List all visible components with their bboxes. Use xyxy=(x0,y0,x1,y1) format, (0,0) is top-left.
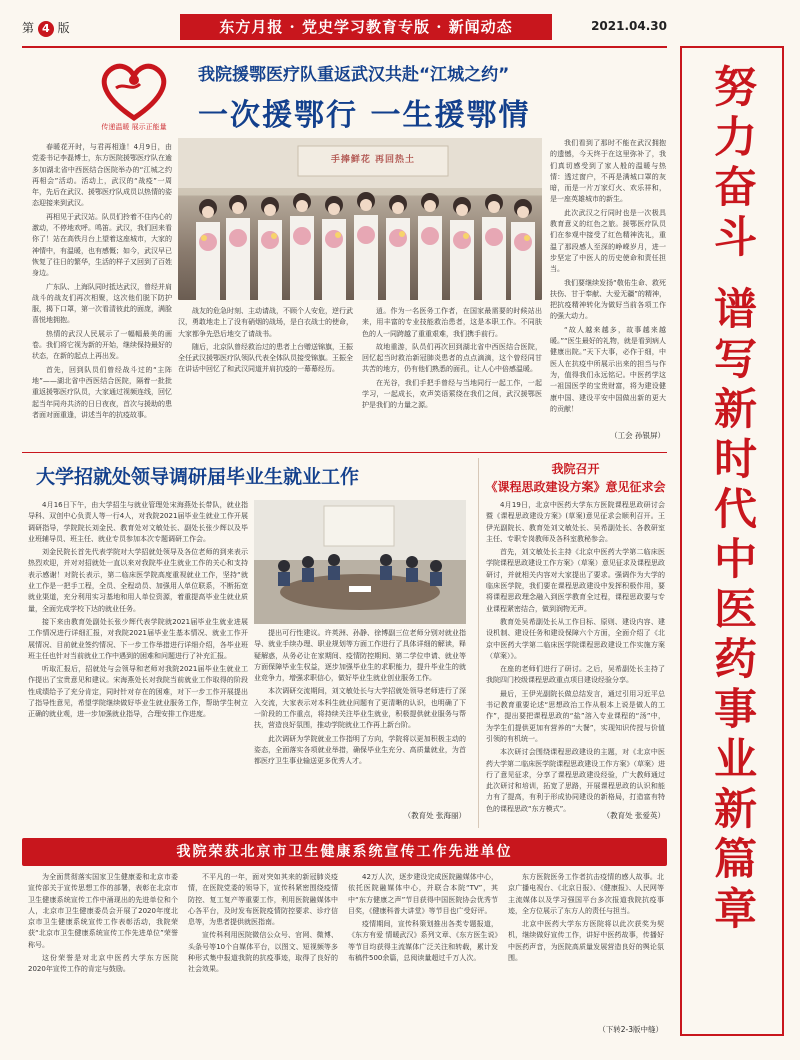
meeting-illustration xyxy=(254,500,466,624)
article-4-title: 我院荣获北京市卫生健康系统宣传工作先进单位 xyxy=(176,844,513,860)
article-1-col-right: 我们看到了那时不能在武汉拥抱的遗憾，今天终于在这里弥补了，我们真切感受到了家人般的温暖与热情：透过窗户，不再是满城口罩的灰暗，而是一片万家灯火、欢乐祥和，是一座英雄城市的新生。 此次武汉之行同时也是一次极具教育意义的红色之旅。援鄂医疗队员们在参观中接受了红色精神洗礼，重温了那段感人至深的峥嵘岁月，进一步坚定了中医人的历史使命和责任担当。 我们要继续发扬“敬佑生命、救死扶伤、甘于奉献、大爱无疆”的精神，把抗疫精神转化为做好当前各项工作的强大动力。 “故人越来越多，故事越来越暖。”“医生最好的礼物，就是看到病人健康出院。”天下大事，必作于细，中医人在抗疫中所展示出来的担当与作为，值得我们永远铭记。中医药学这一祖国医学的宝贵财富，将为建设健康中国、建设平安中国做出新的更大的贡献！ xyxy=(550,139,666,413)
heart-icon xyxy=(94,58,174,124)
article-1-col-mid: 战友的危急时刻、主动请战，不顾个人安危，逆行武汉，勇敢地走上了没有硝烟的战场，是白衣战士的使命，大家都争先恐后地交了请战书。 随后，北京队曾经救治过的患者上台赠送锦旗，王振全任武汉援鄂医疗队领队代表全体队员接受锦旗。王振全在讲话中回忆了和武汉同道并肩抗疫的一幕幕经历。 xyxy=(178,307,353,374)
heart-logo xyxy=(94,58,174,131)
article-1-subtitle: 我院援鄂医疗队重返武汉共赴“江城之约” xyxy=(198,65,510,85)
page-number-label: 第 4 版 xyxy=(22,21,70,35)
article-1-title: 一次援鄂行 一生援鄂情 xyxy=(198,98,531,133)
header-banner xyxy=(180,14,552,40)
header-rule xyxy=(22,46,667,48)
logo-caption: 传递温暖 展示正能量 xyxy=(101,123,167,131)
article-4-col-3: 42万人次，逐步建设完成医院融媒体中心，依托医院融媒体中心，并联合本院“TV”，其中“东方健康之声”节目获得中国医院协会优秀节目奖，《健康科普大讲堂》等节目也广受好评。 疫情期间，宣传科策划推出各类专题报道，《东方有爱 情暖武汉》系列文章、《东方医生说》等节目均获得主流媒体广泛关注和转载，累计发布稿件500余篇，总阅读量超过千万人次。 xyxy=(348,873,498,963)
article-4-title-bar xyxy=(22,838,667,866)
side-slogan: 努力奋斗 谱写新时代中医药事业新篇章 xyxy=(707,64,757,936)
article-1-signature: （工会 孙银屏） xyxy=(610,431,665,440)
banner-title: 东方月报 · 党史学习教育专版 · 新闻动态 xyxy=(219,18,513,36)
issue-date: 2021.04.30 xyxy=(591,19,667,33)
article-2-col-right: 提出可行性建议。许英洲、孙静、徐博副三位老师分别对就业指导、就业手续办理、职业规划等方面工作进行了具体详细的解读，释疑解惑，从务必让在家期间、疫情防控期间、第二学位申请、就业等方面保障毕业生权益，逐步加强毕业生的求职能力，提升毕业生的就业竞争力，增强求职信心，做好毕业生就业创业服务工作。 本次调研交流期间，刘文敏处长与大学招就处领导老师进行了深入交流，大家表示对本科生就业问题有了更清晰的认识，也明确了下一阶段的工作重点，将持续关注毕业生就业，积极提供就业服务与帮扶，营造良好氛围，推动学院就业工作再上新台阶。 此次调研为学院就业工作指明了方向，学院将以更加积极主动的姿态，全面落实各项就业举措，确保毕业生充分、高质量就业，为首都医疗卫生事业输送更多优秀人才。 xyxy=(254,629,466,766)
article-1-col-left: 春暖花开时，与君再相逢！4月9日，由党委书记李磊博士，东方医院援鄂医疗队在逾多加湖北省中西医结合医院举办的“江城之约再相会”活动。活动上，武汉的“战疫”一周年，先后在武汉、援鄂医疗队成员以热情的姿态迎接来到武汉。 再相见于武汉站。队员们拎着不住内心的激动，不停地欢呼。鸣笛。武汉，我们回来看你了！站在高铁月台上望着这座城市，大家的神情中，有温暖，也有感慨；如今，武汉早已恢复了往日的繁华，生活的样子又回到了百姓身边。 广东队、上海队同时抵达武汉，曾经并肩战斗的战友们再次相聚，这次他们脱下防护服，揭下口罩，第一次看清彼此的面庞，满脸喜悦地拥抱。 热情的武汉人民展示了一幅幅最美的画卷。我们将它视为新的开始，继续保持最好的状态，在新的起点上再出发。 首先，回到队员们曾经战斗过的“主阵地”——湖北省中西医结合医院，隔着一批批重返援鄂医疗队员，大家通过视频连线，回忆起当年同舟共济的日日夜夜，首次与援助的患者面对面重逢，讲述当年的抗疫故事。 xyxy=(32,143,172,419)
article-3-title-line2: 《课程思政建设方案》意见征求会 xyxy=(485,480,666,494)
side-slogan-box xyxy=(680,46,784,1036)
divider-1 xyxy=(22,452,667,453)
article-2-title: 大学招就处领导调研届毕业生就业工作 xyxy=(36,466,360,488)
article-3-title-line1: 我院召开 xyxy=(551,462,600,476)
divider-vertical xyxy=(478,458,479,828)
article-3-signature: （教育处 张爱英） xyxy=(602,811,665,820)
article-4 xyxy=(22,872,667,1042)
article-3-body: 4月19日，北京中医药大学东方医院课程思政研讨会暨《课程思政建设方案》(草案)意见征求会顺利召开。王伊光副院长、教育处刘文敏处长、吴希副处长、各教研室主任、专职专岗教师及各科室教秘参会。 首先，刘文敏处长主持《北京中医药大学第二临床医学院课程思政建设工作方案》（草案）意见征求及课程思政研讨，并就相关内容对大家提出了要求。强调作为大学的临床医学院，我们要在课程思政建设中发挥积极作用，要将课程思政理念融入到医学教育全过程，课程思政要与专业课程紧密结合，做到润物无声。 教育处吴希副处长从工作目标、原则、建设内容、建设机制、建设任务和建设保障六个方面，全面介绍了《北京中医药大学第二临床医学院课程思政建设工作实施方案（草案）》。 在座的老师们进行了研讨。之后，吴希副处长主持了我院四门校级课程思政重点项目建设经验分享。 最后，王伊光副院长做总结发言，通过引用习近平总书记教育重要论述“思想政治工作从根本上说是做人的工作”，提出要把课程思政的“盐”溶入专业课程的“汤”中，为学生们提供更加有营养的“大餐”，实现知识传授与价值引领的有机统一。 本次研讨会围绕课程思政建设的主题，对《北京中医药大学第二临床医学院课程思政建设工作方案》（草案）进行了意见征求，分享了课程思政建设经验，广大教师通过此次研讨和培训，拓宽了思路，开展课程思政的认识和能力有了提高，有利于形成协同建设的新格局，打造富有特色的课程思政“东方模式”。 xyxy=(486,501,665,813)
article-2-col-left: 4月16日下午，由大学招生与就业管理处宋海燕处长带队，就业指导科、双创中心负责人等一行4人，对我院2021届毕业生就业工作开展调研指导，学院院长刘金民、教育处对文敏处长、副处长张少辉以及毕业班辅导员、班主任、就业专员参加本次专题调研工作会。 刘金民院长首先代表学院对大学招就处领导及各位老师的到来表示热烈欢迎，并对对招就处一直以来对我院毕业生就业工作的关心和支持表示感谢！对院长表示，第二临床医学院高度重视就业工作，坚持“就业工作是一把手工程，全员、全程动员、加强用人单位联系，不断拓宽就业渠道，充分利用实习基地和用人单位资源，着重提高毕业生就业质量，全面完成学校下达的就业任务。 接下来由教育处副处长张少辉代表学院就2021届毕业生就业进展工作情况进行详细汇报，对我院2021届毕业生基本情况、就业工作开展情况、目前就业签约情况、下一步工作举措进行详细介绍，各毕业班班主任也针对当前就业工作中遇到的困难和问题进行了补充汇报。 听取汇报后，招就处与会领导和老师对我院2021届毕业生就业工作提出了宝贵意见和建议。宋海燕处长对我院当前就业工作取得的阶段性成绩给予了充分肯定，同时针对存在的困难，对下一步工作开展提出了指导性意见，希望学院继续做好毕业生就业服务工作，帮助学生树立正确的就业观，进一步加强就业指导，合理安排工作进度。 xyxy=(28,501,248,719)
article-2 xyxy=(22,456,476,832)
article-3 xyxy=(484,456,667,832)
article-1 xyxy=(22,50,667,450)
article-4-col-2: 不平凡的一年，面对突如其来的新冠肺炎疫情，在医院党委的领导下，宣传科紧密围绕疫情防控、复工复产等重要工作，利用医院融媒体中心各平台，及时发布医院疫情防控要求、诊疗信息等，为患者提供就医指南。 宣传科利用医院微信公众号、官网、微博、头条号等10个自媒体平台，以图文、短视频等多种形式集中报道我院的抗疫事迹，取得了良好的社会效果。 xyxy=(188,873,338,974)
article-1-col-mid2: 逍。作为一名医务工作者，在国家最需要的时候站出来，用丰富的专业技能救治患者，这是本职工作。不同肤色的人一同跨越了重重艰难，我们携手前行。 故地重游，队员们再次回到湖北省中西医结合医院，回忆起当时救治新冠肺炎患者的点点滴滴，这个曾经同甘共苦的地方，仍有他们熟悉的面孔，让人心中倍感温暖。 在光谷，我们手把手曾经与当地同行一起工作，一起学习，一起成长，欢声笑语萦绕在我们之间，武汉援鄂医护是我们的力量之源。 xyxy=(362,307,542,410)
meeting-photo xyxy=(254,500,466,624)
page-number-badge: 4 xyxy=(38,21,54,37)
article-4-continued-note: （下转2-3版中缝） xyxy=(598,1025,663,1034)
article-4-col-1: 为全面贯彻落实国家卫生健康委和北京市委宣传部关于宣传思想工作的部署，表彰在北京市卫生健康系统宣传工作中涌现出的先进单位和个人，北京市卫生健康委员会开展了2020年度北京市卫生健康系统宣传工作表彰活动，我院荣获“北京市卫生健康系统宣传工作先进单位”荣誉称号。 这份荣誉是对北京中医药大学东方医院2020年宣传工作的肯定与鼓励。 xyxy=(28,873,178,974)
group-photo xyxy=(178,138,542,300)
article-2-signature: （教育处 张海丽） xyxy=(403,811,466,820)
page-header xyxy=(22,10,667,44)
article-4-col-4: 东方医院医务工作者抗击疫情的感人故事。北京广播电视台、《北京日报》、《健康报》、人民网等主流媒体以及学习强国平台多次报道我院抗疫事迹，全方位展示了东方人的责任与担当。 北京中医药大学东方医院将以此次获奖为契机，继续做好宣传工作，讲好中医药故事，传播好中医药声音，为医院高质量发展营造良好的舆论氛围。 xyxy=(508,873,664,963)
photo-banner-text: 手捧鲜花 再回热土 xyxy=(330,155,416,165)
